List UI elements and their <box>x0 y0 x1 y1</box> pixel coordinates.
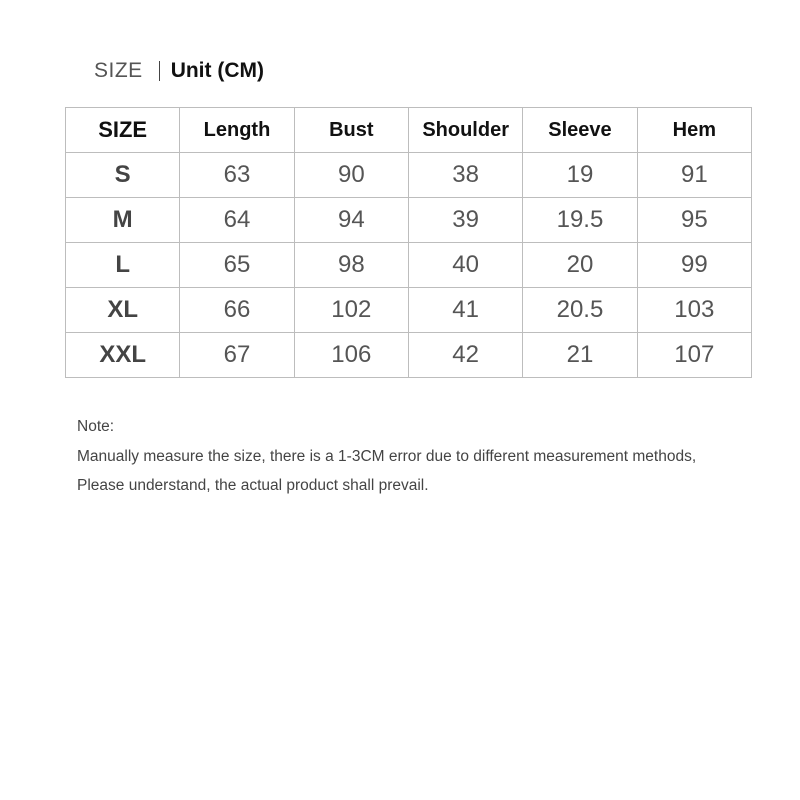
hem-cell: 99 <box>637 243 751 288</box>
heading-separator <box>159 61 160 81</box>
header-size: SIZE <box>66 108 180 153</box>
shoulder-cell: 38 <box>408 153 522 198</box>
header-hem: Hem <box>637 108 751 153</box>
length-cell: 67 <box>180 333 294 378</box>
size-cell: XL <box>66 288 180 333</box>
table-header-row <box>66 108 752 153</box>
header-shoulder: Shoulder <box>408 108 522 153</box>
header-length: Length <box>180 108 294 153</box>
shoulder-cell: 42 <box>408 333 522 378</box>
bust-cell: 90 <box>294 153 408 198</box>
length-cell: 65 <box>180 243 294 288</box>
size-cell: S <box>66 153 180 198</box>
bust-cell: 98 <box>294 243 408 288</box>
header-sleeve: Sleeve <box>523 108 637 153</box>
shoulder-cell: 41 <box>408 288 522 333</box>
table-row <box>66 243 752 288</box>
sleeve-cell: 19 <box>523 153 637 198</box>
sleeve-cell: 19.5 <box>523 198 637 243</box>
size-cell: M <box>66 198 180 243</box>
measurement-note <box>77 412 696 501</box>
sleeve-cell: 21 <box>523 333 637 378</box>
note-line: Manually measure the size, there is a 1-3CM error due to different measurement methods, <box>77 447 697 465</box>
note-title: Note: <box>77 418 115 435</box>
bust-cell: 102 <box>294 288 408 333</box>
table-row <box>66 198 752 243</box>
bust-cell: 106 <box>294 333 408 378</box>
note-line: Please understand, the actual product shall prevail. <box>77 477 429 494</box>
hem-cell: 95 <box>637 198 751 243</box>
sleeve-cell: 20 <box>523 243 637 288</box>
size-cell: XXL <box>66 333 180 378</box>
size-chart-table <box>65 107 752 378</box>
sleeve-cell: 20.5 <box>523 288 637 333</box>
length-cell: 63 <box>180 153 294 198</box>
shoulder-cell: 39 <box>408 198 522 243</box>
table-row <box>66 333 752 378</box>
bust-cell: 94 <box>294 198 408 243</box>
shoulder-cell: 40 <box>408 243 522 288</box>
heading-unit-label: Unit (CM) <box>170 59 264 82</box>
hem-cell: 91 <box>637 153 751 198</box>
size-chart-heading <box>94 56 264 86</box>
hem-cell: 103 <box>637 288 751 333</box>
header-bust: Bust <box>294 108 408 153</box>
length-cell: 64 <box>180 198 294 243</box>
heading-size-label: SIZE <box>94 59 143 82</box>
size-cell: L <box>66 243 180 288</box>
table-row <box>66 153 752 198</box>
table-row <box>66 288 752 333</box>
length-cell: 66 <box>180 288 294 333</box>
hem-cell: 107 <box>637 333 751 378</box>
